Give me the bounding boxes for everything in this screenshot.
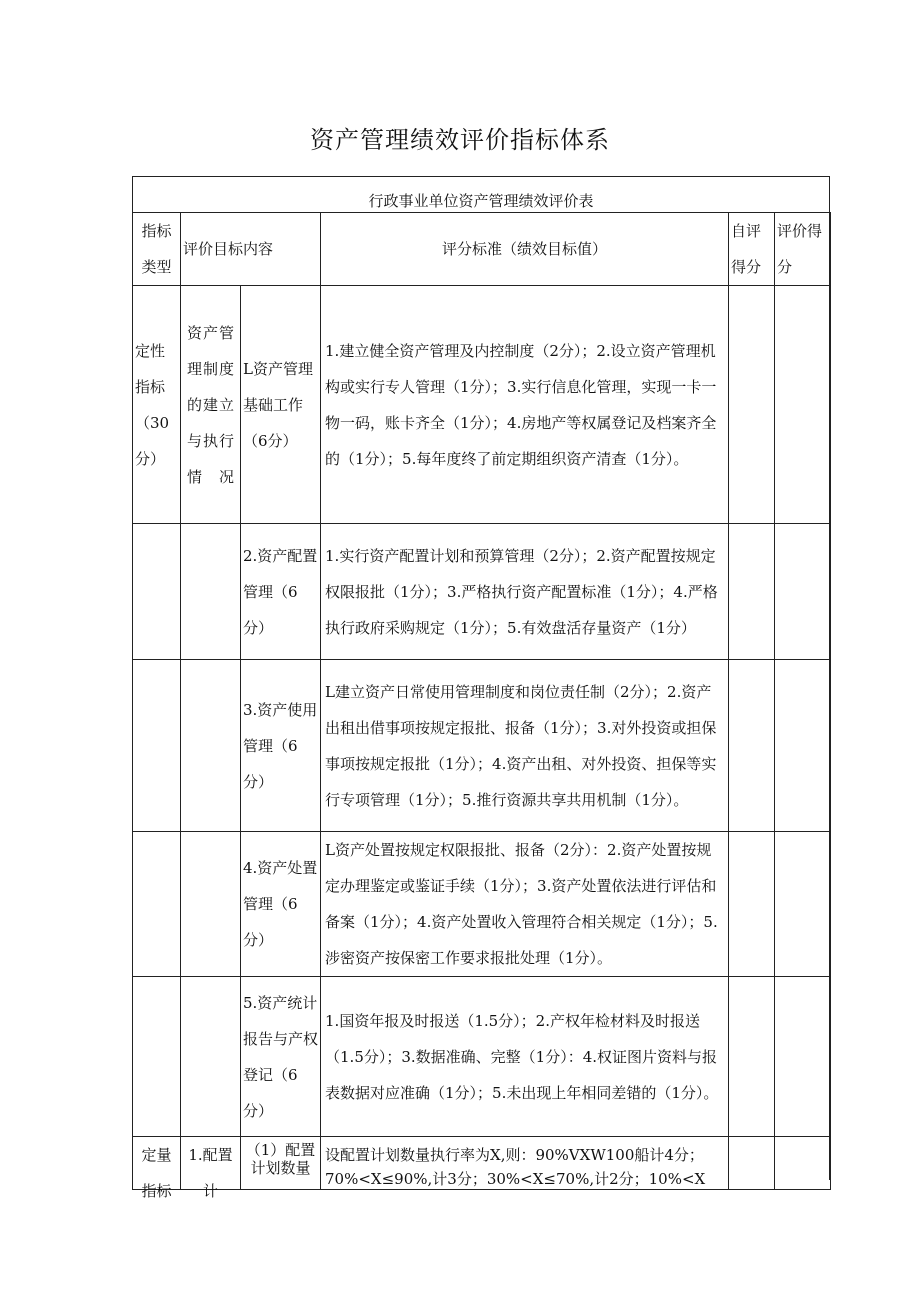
row-type	[133, 524, 181, 660]
row-category	[181, 977, 241, 1137]
header-row	[133, 213, 831, 286]
header-self-score: 自评得分	[729, 213, 775, 286]
row-type-text: 定量指标	[141, 1146, 172, 1200]
row-review-score[interactable]	[775, 977, 831, 1137]
row-type	[133, 832, 181, 977]
row-item: 4.资产处置管理（6分）	[241, 832, 321, 977]
header-content: 评价目标内容	[181, 213, 321, 286]
row-item: 2.资产配置管理（6分）	[241, 524, 321, 660]
table-row	[133, 832, 831, 977]
row-self-score[interactable]	[729, 1137, 775, 1190]
row-standard: L建立资产日常使用管理制度和岗位责任制（2分）；2.资产出租出借事项按规定报批、报备（1分）；3.对外投资或担保事项按规定报批（1分）；4.资产出租、对外投资、担保等实行专项管理（1分）；5.推行资源共享共用机制（1分）。	[321, 660, 729, 832]
row-review-score[interactable]	[775, 524, 831, 660]
row-type	[133, 660, 181, 832]
page-title: 资产管理绩效评价指标体系	[310, 126, 610, 154]
row-self-score[interactable]	[729, 832, 775, 977]
row-type	[133, 977, 181, 1137]
row-review-score[interactable]	[775, 832, 831, 977]
row-type: 定性指标（30分）	[133, 286, 181, 524]
row-standard-text	[325, 1137, 726, 1188]
evaluation-table	[132, 212, 831, 1200]
row-item	[241, 1137, 321, 1190]
table-row	[133, 1137, 831, 1190]
row-category	[181, 524, 241, 660]
row-category	[181, 660, 241, 832]
row-standard: 1.实行资产配置计划和预算管理（2分）；2.资产配置按规定权限报批（1分）；3.严格执行资产配置标准（1分）；4.严格执行政府采购规定（1分）；5.有效盘活存量资产（1分）	[321, 524, 729, 660]
row-item-text	[243, 1137, 318, 1189]
row-item: L资产管理基础工作（6分）	[241, 286, 321, 524]
row-item-line: 计划数量	[250, 1159, 311, 1177]
header-standard: 评分标准（绩效目标值）	[321, 213, 729, 286]
row-type	[133, 1137, 181, 1200]
table-row	[133, 660, 831, 832]
table-caption: 行政事业单位资产管理绩效评价表	[132, 176, 830, 213]
row-standard-line: 70%<X≤90%,计3分；30%<X≤70%,计2分；10%<X	[325, 1170, 706, 1188]
table-row	[133, 286, 831, 524]
row-item: 3.资产使用管理（6分）	[241, 660, 321, 832]
row-self-score[interactable]	[729, 524, 775, 660]
row-standard: 1.建立健全资产管理及内控制度（2分）；2.设立资产管理机构或实行专人管理（1分）；3.实行信息化管理，实现一卡一物一码，账卡齐全（1分）；4.房地产等权属登记及档案齐全的（1分）；5.每年度终了前定期组织资产清查（1分）。	[321, 286, 729, 524]
table-row	[133, 977, 831, 1137]
row-self-score[interactable]	[729, 660, 775, 832]
row-category-text: 1.配置计	[188, 1146, 233, 1200]
row-self-score[interactable]	[729, 286, 775, 524]
row-review-score[interactable]	[775, 286, 831, 524]
row-category	[181, 832, 241, 977]
row-review-score[interactable]	[775, 1137, 831, 1190]
row-item-line: （1）配置	[245, 1141, 316, 1159]
row-standard	[321, 1137, 729, 1190]
row-category	[181, 1137, 241, 1200]
row-review-score[interactable]	[775, 660, 831, 832]
row-self-score[interactable]	[729, 977, 775, 1137]
row-standard: L资产处置按规定权限报批、报备（2分）：2.资产处置按规定办理鉴定或鉴证手续（1分）；3.资产处置依法进行评估和备案（1分）；4.资产处置收入管理符合相关规定（1分）；5.涉密资产按保密工作要求报批处理（1分）。	[321, 832, 729, 977]
header-review-score: 评价得分	[775, 213, 831, 286]
row-category: 资产管理制度的建立与执行情况	[181, 286, 241, 524]
row-item: 5.资产统计报告与产权登记（6分）	[241, 977, 321, 1137]
row-standard-line: 设配置计划数量执行率为X,则：90%VXW100船计4分；	[325, 1146, 704, 1164]
row-standard: 1.国资年报及时报送（1.5分）；2.产权年检材料及时报送（1.5分）；3.数据准确、完整（1分）：4.权证图片资料与报表数据对应准确（1分）；5.未出现上年相同差错的（1分）。	[321, 977, 729, 1137]
header-type: 指标类型	[133, 213, 181, 286]
table-row	[133, 524, 831, 660]
